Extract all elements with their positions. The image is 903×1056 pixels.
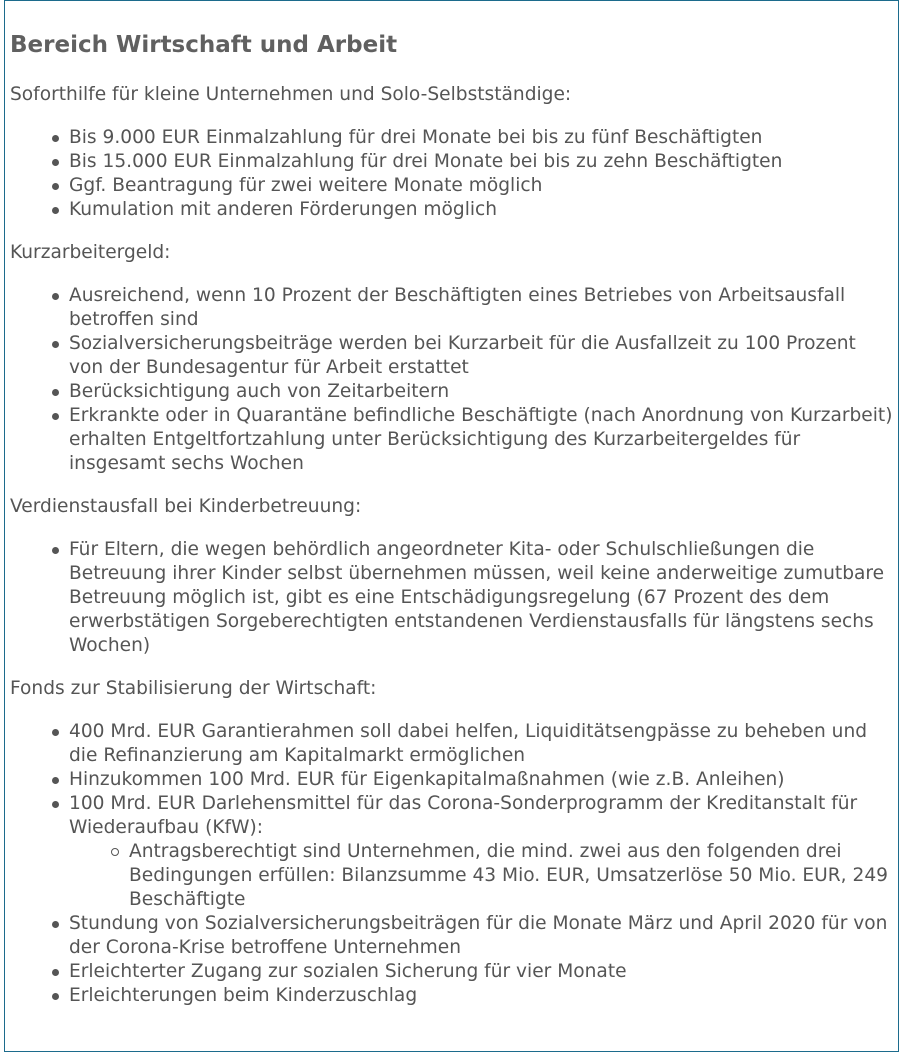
list-item: Bis 9.000 EUR Einmalzahlung für drei Monate bei bis zu fünf Beschäftigten xyxy=(10,126,895,150)
section-label-verdienstausfall: Verdienstausfall bei Kinderbetreuung: xyxy=(10,496,362,517)
page-title: Bereich Wirtschaft und Arbeit xyxy=(10,32,398,58)
list-item: Erleichterter Zugang zur sozialen Sicherung für vier Monate xyxy=(10,960,895,984)
sublist-kfw xyxy=(69,840,895,912)
list-item: Erleichterungen beim Kinderzuschlag xyxy=(10,984,895,1008)
list-item: Für Eltern, die wegen behördlich angeordneter Kita- oder Schulschließungen die Betreuung ihrer Kinder selbst übernehmen müssen, weil keine anderweitige zumutbare Betreuung möglich ist, gibt es eine Entschädigungsregelung (67 Prozent des dem erwerbstätigen Sorgeberechtigten entstandenen Verdienstausfalls für längstens sechs Wochen) xyxy=(10,538,895,658)
list-item-kfw xyxy=(10,792,895,912)
list-kurzarbeitergeld xyxy=(10,284,895,476)
section-label-soforthilfe: Soforthilfe für kleine Unternehmen und Solo-Selbstständige: xyxy=(10,84,572,105)
list-item: Erkrankte oder in Quarantäne befindliche Beschäftigte (nach Anordnung von Kurzarbeit) erhalten Entgeltfortzahlung unter Berücksichtigung des Kurzarbeitergeldes für insgesamt sechs Wochen xyxy=(10,404,895,476)
list-item: Sozialversicherungsbeiträge werden bei Kurzarbeit für die Ausfallzeit zu 100 Prozent von der Bundesagentur für Arbeit erstattet xyxy=(10,332,895,380)
list-item: Bis 15.000 EUR Einmalzahlung für drei Monate bei bis zu zehn Beschäftigten xyxy=(10,150,895,174)
list-item: Stundung von Sozialversicherungsbeiträgen für die Monate März und April 2020 für von der Corona-Krise betroffene Unternehmen xyxy=(10,912,895,960)
list-soforthilfe xyxy=(10,126,895,222)
article-content xyxy=(10,30,895,1027)
list-item: Ausreichend, wenn 10 Prozent der Beschäftigten eines Betriebes von Arbeitsausfall betroffen sind xyxy=(10,284,895,332)
list-item: Berücksichtigung auch von Zeitarbeitern xyxy=(10,380,895,404)
section-label-kurzarbeitergeld: Kurzarbeitergeld: xyxy=(10,242,171,263)
list-item-text: 100 Mrd. EUR Darlehensmittel für das Corona-Sonderprogramm der Kreditanstalt für Wiederaufbau (KfW): xyxy=(69,793,858,838)
sublist-item: Antragsberechtigt sind Unternehmen, die mind. zwei aus den folgenden drei Bedingungen erfüllen: Bilanzsumme 43 Mio. EUR, Umsatzerlöse 50 Mio. EUR, 249 Beschäftigte xyxy=(69,840,895,912)
section-label-fonds: Fonds zur Stabilisierung der Wirtschaft: xyxy=(10,678,377,699)
list-item: Ggf. Beantragung für zwei weitere Monate möglich xyxy=(10,174,895,198)
list-item: Kumulation mit anderen Förderungen möglich xyxy=(10,198,895,222)
list-item: Hinzukommen 100 Mrd. EUR für Eigenkapitalmaßnahmen (wie z.B. Anleihen) xyxy=(10,768,895,792)
list-verdienstausfall xyxy=(10,538,895,658)
list-item: 400 Mrd. EUR Garantierahmen soll dabei helfen, Liquiditätsengpässe zu beheben und die Refinanzierung am Kapitalmarkt ermöglichen xyxy=(10,720,895,768)
list-fonds xyxy=(10,720,895,1008)
